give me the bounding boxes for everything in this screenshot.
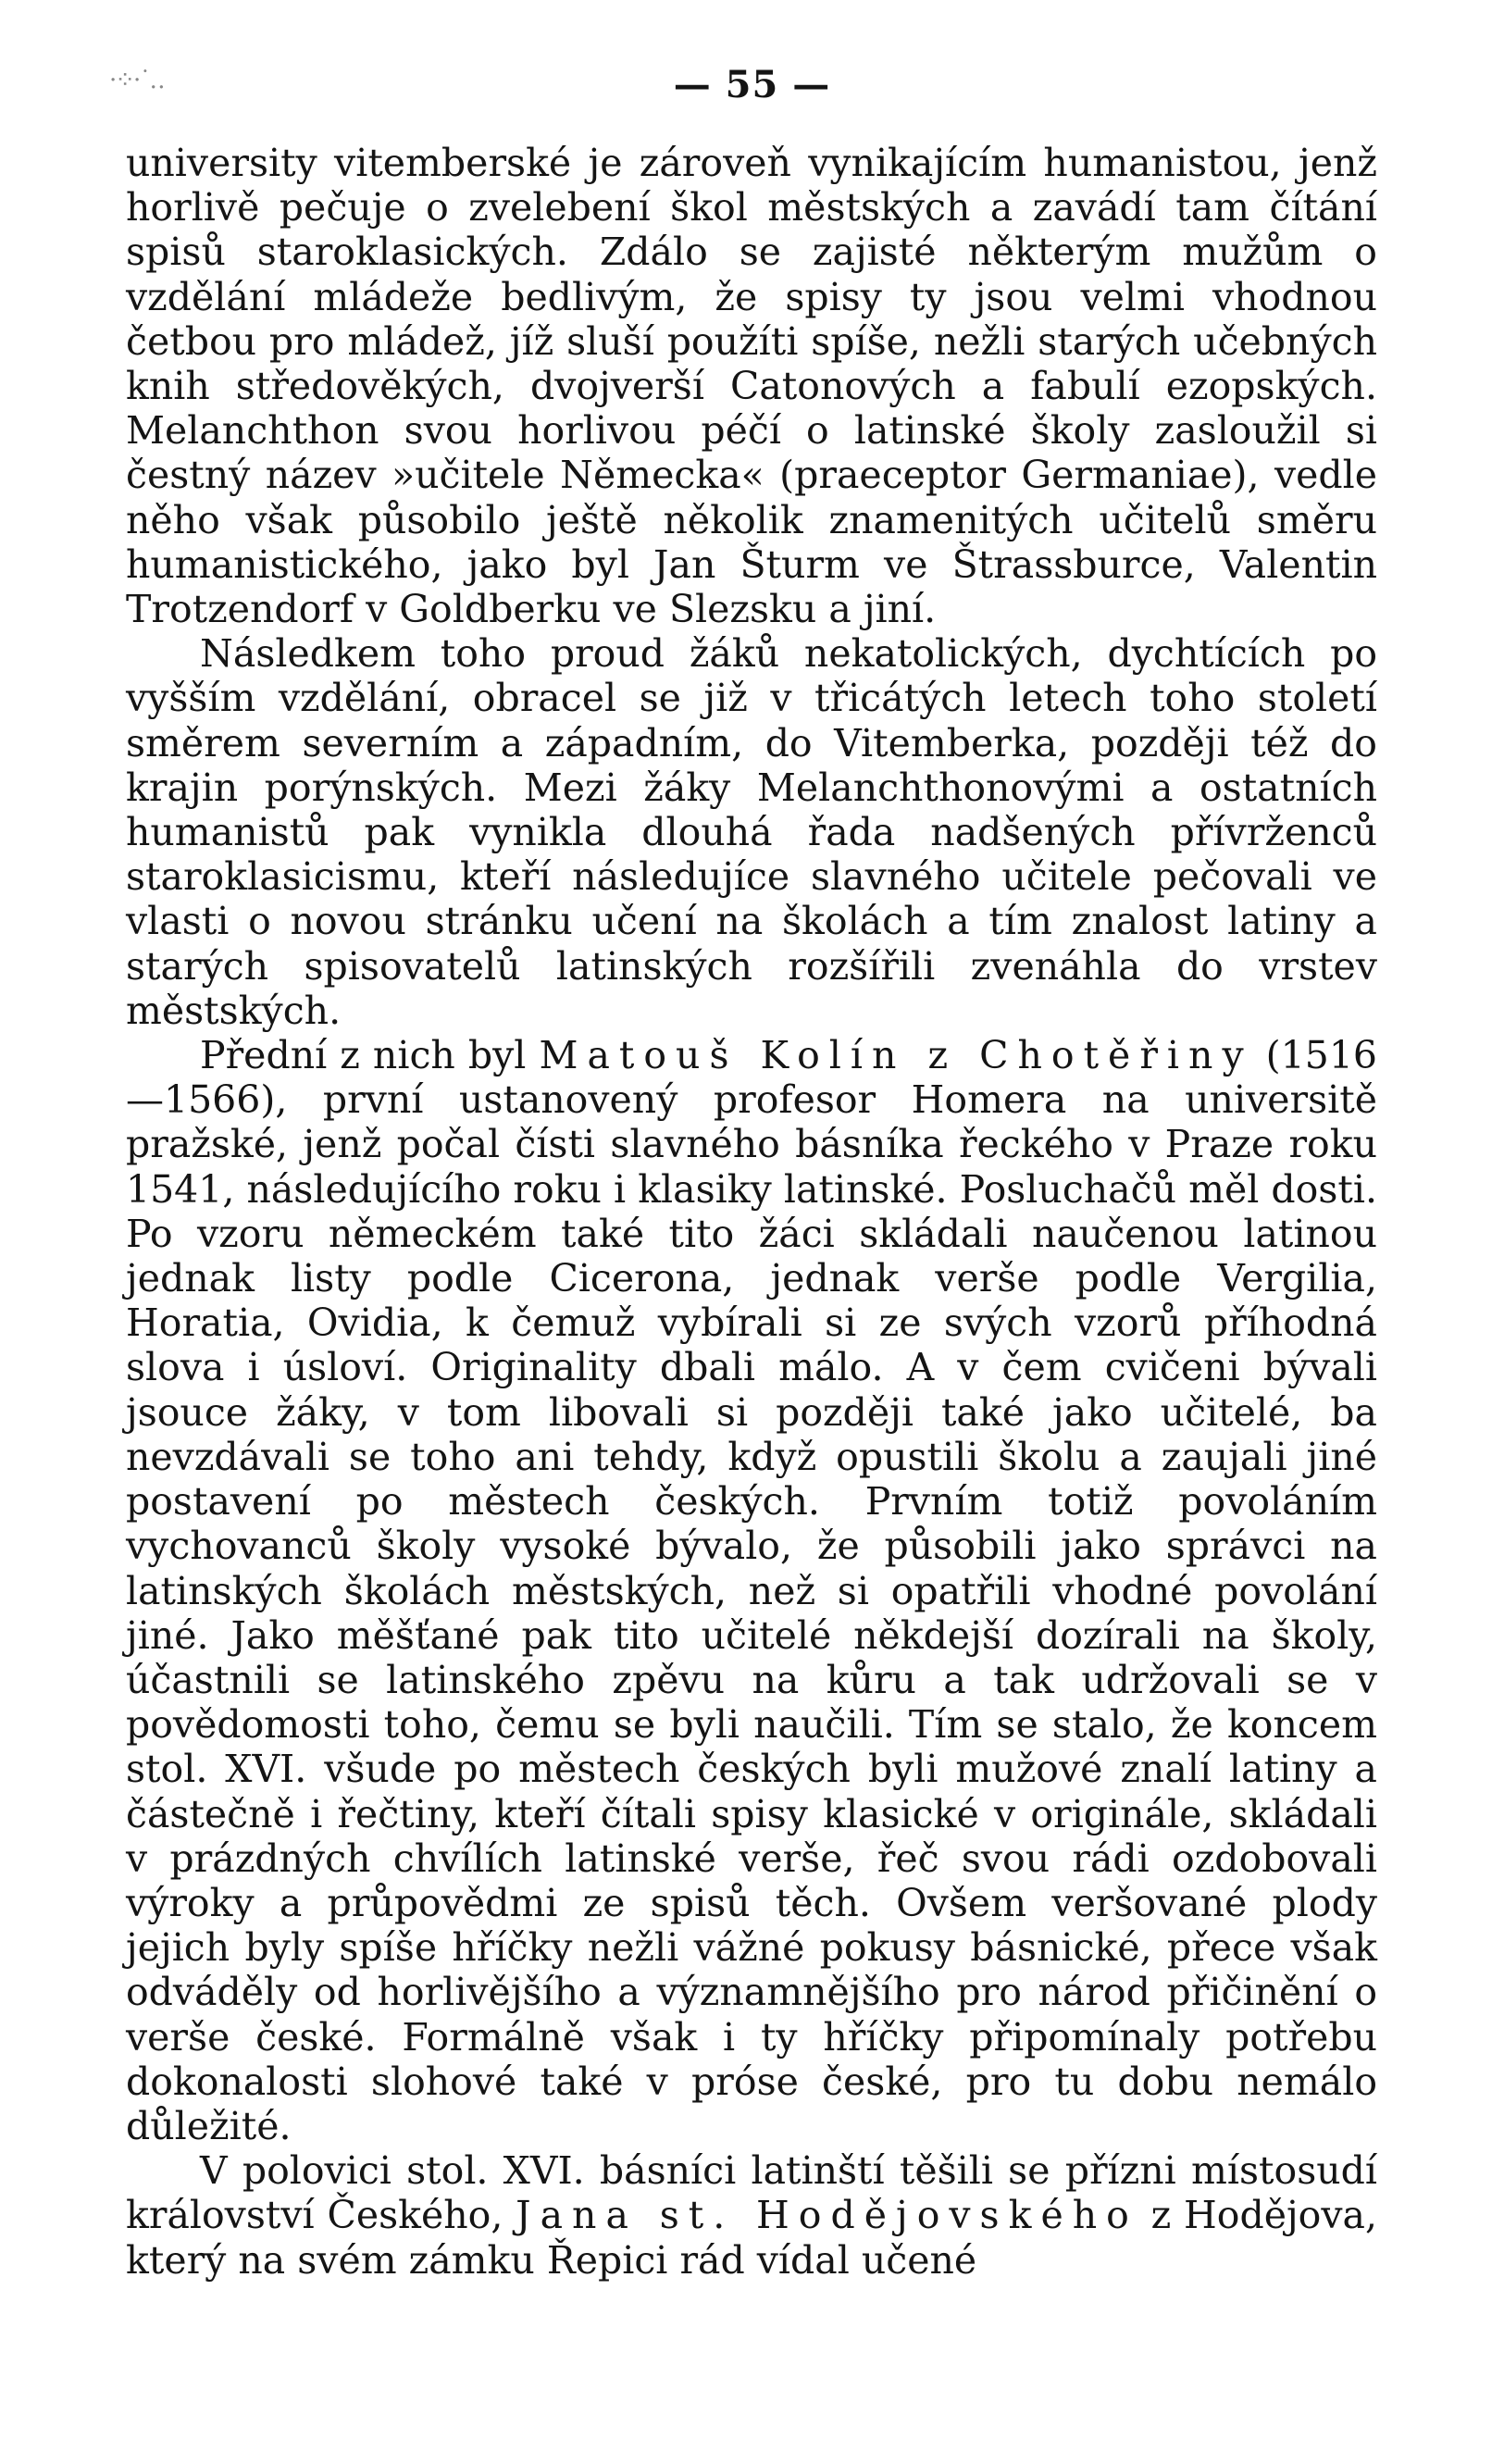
paragraph-text: university vitemberské je zároveň vynikajícím humanistou, jenž horlivě pečuje o zvelebení škol městských a zavádí tam čítání spisů staroklasických. Zdálo se zajisté některým mužům o vzdělání mládeže bedlivým, že spisy ty jsou velmi vhodnou četbou pro mládež, jíž sluší použíti spíše, nežli starých učebných knih středověkých, dvojverší Catonových a fabulí ezopských. Melanchthon svou horlivou péčí o latinské školy zasloužil si čestný název »učitele Německa« (praeceptor Germaniae), vedle něho však působilo ještě několik znamenitých učitelů směru humanistického, jako byl Jan Šturm ve Štrassburce, Valentin Trotzendorf v Goldberku ve Slezsku a jiní. (126, 141, 1377, 632)
paragraph-4 (126, 2148, 1377, 2283)
paragraph-2 (126, 631, 1377, 1033)
body-text (126, 141, 1377, 2283)
page-number: — 55 — (673, 63, 831, 106)
paragraph-1 (126, 141, 1377, 631)
paragraph-text: Následkem toho proud žáků nekatolických, dychtících po vyšším vzdělání, obracel se již v třicátých letech toho století směrem severním a západním, do Vitemberka, později též do krajin porýnských. Mezi žáky Melanchthonovými a ostatních humanistů pak vynikla dlouhá řada nadšených přívrženců staroklasicismu, kteří následujíce slavného učitele pečovali ve vlasti o novou stránku učení na školách a tím znalost latiny a starých spisovatelů latinských rozšířili zvenáhla do vrstev městských. (126, 631, 1377, 1033)
print-smudge-mark: ·⁘·˙‥ (109, 67, 164, 94)
spaced-name-matous-kolin: Matouš Kolín z Chotěřiny (539, 1033, 1253, 1078)
paragraph-text: Přední z nich byl (200, 1033, 540, 1078)
paragraph-text: V polovici stol. XVI. básníci latinští těšili se přízni místosudí království Českého, (126, 2148, 1377, 2238)
paragraph-3 (126, 1033, 1377, 2148)
spaced-name-jan-hodejovsky: Jana st. Hodějovského (516, 2193, 1138, 2238)
paragraph-text: (1516—1566), první ustanovený profesor Homera na universitě pražské, jenž počal čísti slavného básníka řeckého v Praze roku 1541, následujícího roku i klasiky latinské. Posluchačů měl dosti. Po vzoru německém také tito žáci skládali naučenou latinou jednak listy podle Cicerona, jednak verše podle Vergilia, Horatia, Ovidia, k čemuž vybírali si ze svých vzorů příhodná slova i úsloví. Originality dbali málo. A v čem cvičeni bývali jsouce žáky, v tom libovali si později také jako učitelé, ba nevzdávali se toho ani tehdy, když opustili školu a zaujali jiné postavení po městech českých. Prvním totiž povoláním vychovanců školy vysoké bývalo, že působili jako správci na latinských školách městských, než si opatřili vhodné povolání jiné. Jako měšťané pak tito učitelé někdejší dozírali na školy, účastnili se latinského zpěvu na kůru a tak udržovali se v povědomosti toho, čemu se byli naučili. Tím se stalo, že koncem stol. XVI. všude po městech českých byli mužové znalí latiny a částečně i řečtiny, kteří čítali spisy klasické v originále, skládali v prázdných chvílích latinské verše, řeč svou rádi ozdobovali výroky a průpovědmi ze spisů těch. Ovšem veršované plody jejich byly spíše hříčky nežli vážné pokusy básnické, přece však odváděly od horlivějšího a významnějšího pro národ přičinění o verše české. Formálně však i ty hříčky připomínaly potřebu dokonalosti slohové také v próse české, pro tu dobu nemálo důležité. (126, 1033, 1378, 2148)
paragraph-text: z Hodějova, který na svém zámku Řepici rád vídal učené (126, 2193, 1377, 2283)
